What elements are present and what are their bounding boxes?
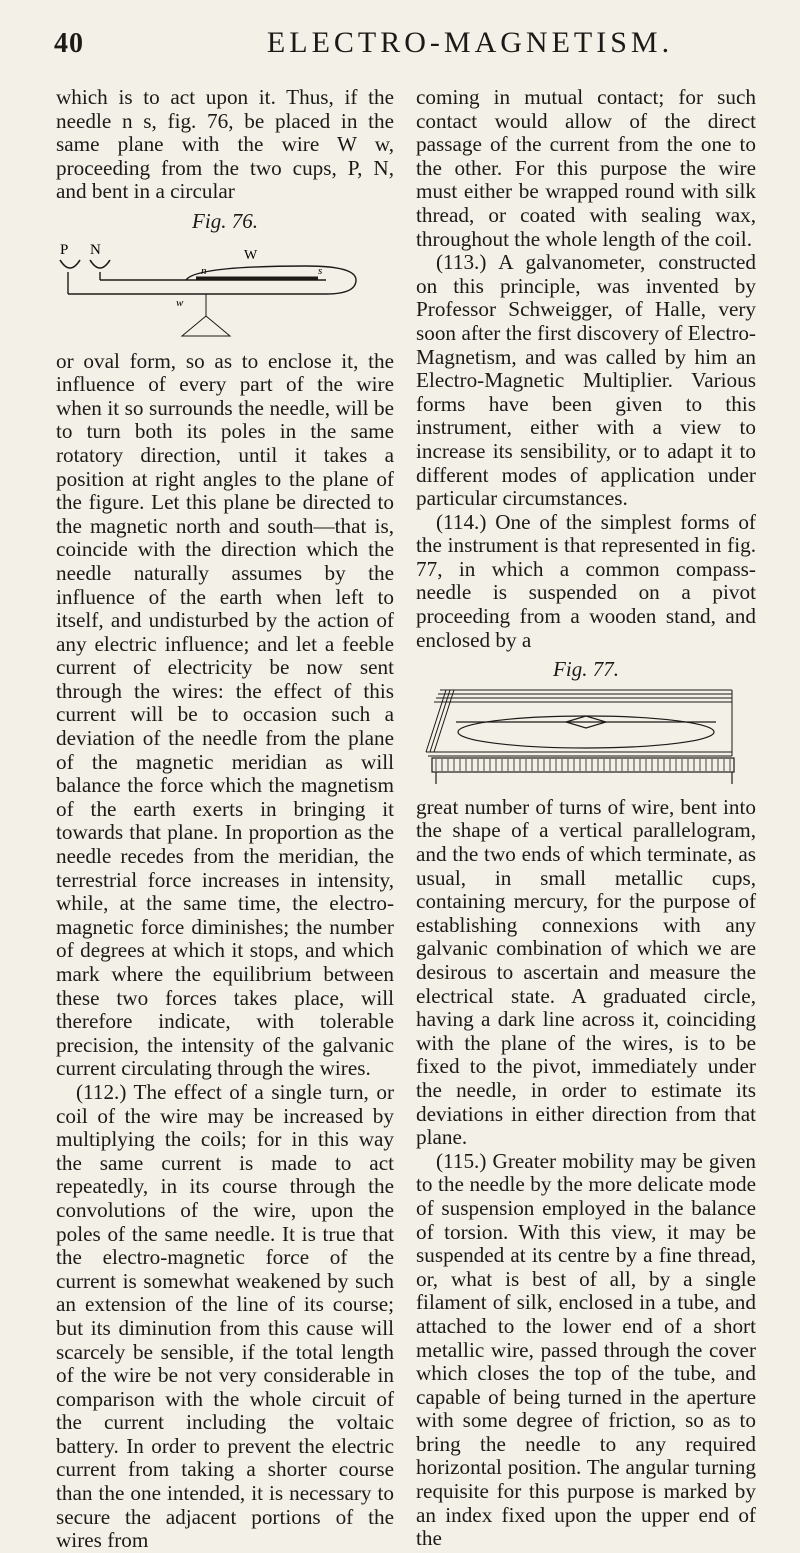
left-column bbox=[56, 86, 394, 1553]
wooden-stand bbox=[432, 758, 734, 772]
paragraph: coming in mutual contact; for such contact would allow of the direct passage of the current from the one to the other. For this purpose the wire must either be wrapped round with silk thread, or coated with sealing wax, throughout the whole length of the coil. bbox=[416, 85, 756, 251]
figure-caption: Fig. 76. bbox=[192, 208, 258, 233]
cup-label-p: P bbox=[60, 241, 69, 258]
paragraph: (114.) One of the simplest forms of the instrument is that represented in fig. 77, in which a common compass-needle is suspended on a pivot proceeding from a wooden stand, and enclosed by a bbox=[416, 509, 756, 652]
paragraph: great number of turns of wire, bent into the shape of a vertical parallelogram, and the two ends of which terminate, as usual, in small metallic cups, containing mercury, for the purpose of establishing connexions with any galvanic combination of which we are desirous to ascertain and measure the electrical state. A graduated circle, having a dark line across it, coinciding with the plane of the wires, is to be fixed to the pivot, immediately under the needle, in order to estimate its deviations in either direction from that plane. bbox=[416, 794, 756, 1150]
compass-needle-assembly bbox=[456, 716, 716, 748]
stand-base bbox=[182, 316, 230, 336]
running-head: ELECTRO-MAGNETISM. bbox=[266, 26, 674, 59]
wire-label-w: w bbox=[176, 296, 184, 309]
paragraph: which is to act upon it. Thus, if the needle n s, fig. 76, be placed in the same plane with the wire W w, proceeding from the two cups, P, N, and bent in a circular bbox=[56, 85, 394, 204]
figure-77 bbox=[416, 684, 756, 788]
figure-76 bbox=[56, 236, 394, 344]
coil-windings bbox=[436, 759, 730, 771]
cup-n bbox=[90, 260, 110, 268]
right-column bbox=[416, 86, 756, 1551]
paragraph: or oval form, so as to enclose it, the influence of every part of the wire when it so surrounds the needle, will be to turn both its poles in the same rotatory direction, until it takes a position at right angles to the plane of the figure. Let this plane be directed to the magnetic north and south—that is, coincide with the direction which the needle naturally assumes by the influence of the earth when left to itself, and undisturbed by the action of any electric influence; and let a feeble current of electricity be now sent through the wires: the effect of this current will be to occasion such a deviation of the needle from the plane of the magnetic meridian as will balance the force which the magnetism of the earth exerts in bringing it towards that plane. In proportion as the needle recedes from the meridian, the terrestrial force increases in intensity, while, at the same time, the electro-magnetic force diminishes; the number of degrees at which it stops, and which mark where the equilibrium between these two forces takes place, will therefore indicate, with tolerable precision, the intensity of the galvanic current circulating through the wires. bbox=[56, 348, 394, 1081]
needle-label-s: s bbox=[318, 264, 323, 277]
page-number: 40 bbox=[54, 28, 84, 59]
page-header bbox=[54, 24, 766, 64]
paragraph: (112.) The effect of a single turn, or coil of the wire may be increased by multiplying the coils; for in this way the same current is made to act repeatedly, in its course through the convolutions of the wire, upon the poles of the same needle. It is true that the electro-magnetic force of the current is somewhat weakened by such an extension of the line of its course; but its diminution from this cause will scarcely be sensible, if the total length of the wire be not very considerable in comparison with the whole circuit of the current including the voltaic battery. In order to prevent the electric current from taking a shorter course than the one intended, it is necessary to secure the adjacent portions of the wires from bbox=[56, 1079, 394, 1553]
needle-label-n: n bbox=[201, 264, 207, 277]
wire-label-W: W bbox=[244, 247, 258, 263]
cup-label-n: N bbox=[90, 241, 101, 258]
paragraph: (113.) A galvanometer, constructed on this principle, was invented by Professor Schweigger, of Halle, very soon after the first discovery of Electro-Magnetism, and was called by him an Electro-Magnetic Multiplier. Various forms have been given to this instrument, either with a view to increase its sensibility, or to adapt it to different modes of application under particular circumstances. bbox=[416, 250, 756, 511]
figure-caption: Fig. 77. bbox=[553, 657, 619, 682]
coil-frame bbox=[426, 690, 732, 756]
paragraph: (115.) Greater mobility may be given to the needle by the more delicate mode of suspension employed in the balance of torsion. With this view, it may be suspended at its centre by a fine thread, or, what is best of all, by a single filament of silk, enclosed in a tube, and attached to the lower end of a short metallic wire, passed through the cover which closes the top of the tube, and capable of being turned in the aperture with some degree of friction, so as to bring the needle to any required horizontal position. The angular turning requisite for this purpose is marked by an index fixed upon the upper end of the bbox=[416, 1148, 756, 1551]
cup-p bbox=[60, 260, 80, 268]
